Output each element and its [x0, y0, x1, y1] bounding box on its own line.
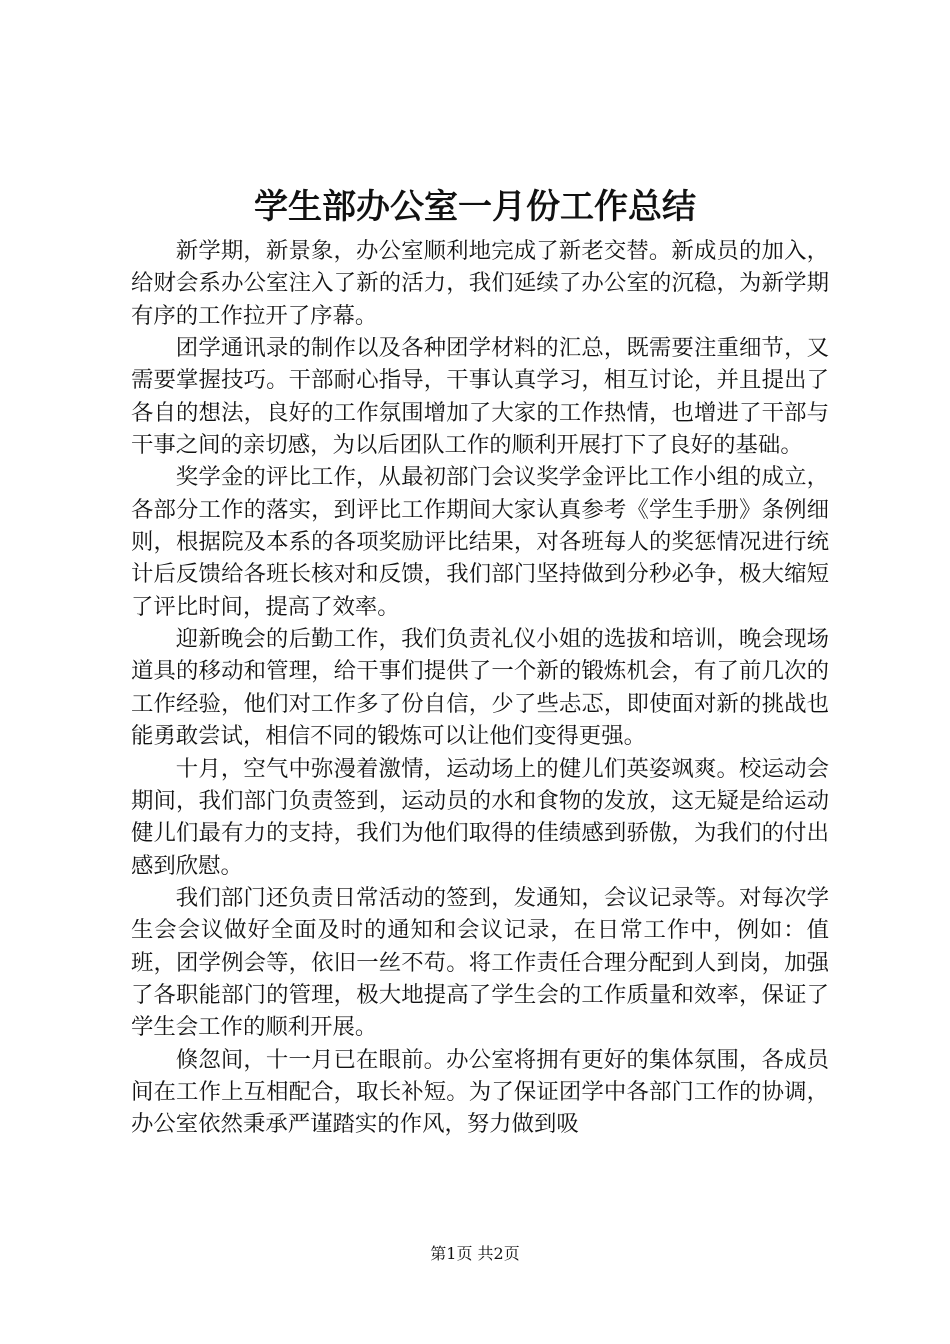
document-body: [131, 235, 829, 1141]
paragraph: 十月，空气中弥漫着激情，运动场上的健儿们英姿飒爽。校运动会期间，我们部门负责签到，运动员的水和食物的发放，这无疑是给运动健儿们最有力的支持，我们为他们取得的佳绩感到骄傲，为我们的付出感到欣慰。: [131, 755, 829, 879]
paragraph: 我们部门还负责日常活动的签到，发通知，会议记录等。对每次学生会会议做好全面及时的通知和会议记录，在日常工作中，例如：值班，团学例会等，依旧一丝不苟。将工作责任合理分配到人到岗，加强了各职能部门的管理，极大地提高了学生会的工作质量和效率，保证了学生会工作的顺利开展。: [131, 884, 829, 1041]
paragraph: 迎新晚会的后勤工作，我们负责礼仪小姐的选拔和培训，晚会现场道具的移动和管理，给干事们提供了一个新的锻炼机会，有了前几次的工作经验，他们对工作多了份自信，少了些忐忑，即使面对新的挑战也能勇敢尝试，相信不同的锻炼可以让他们变得更强。: [131, 626, 829, 750]
document-title: 学生部办公室一月份工作总结: [254, 187, 696, 227]
paragraph: 倏忽间，十一月已在眼前。办公室将拥有更好的集体氛围，各成员间在工作上互相配合，取长补短。为了保证团学中各部门工作的协调，办公室依然秉承严谨踏实的作风，努力做到吸: [131, 1046, 829, 1138]
paragraph: 奖学金的评比工作，从最初部门会议奖学金评比工作小组的成立，各部分工作的落实，到评比工作期间大家认真参考《学生手册》条例细则，根据院及本系的各项奖励评比结果，对各班每人的奖惩情况进行统计后反馈给各班长核对和反馈，我们部门坚持做到分秒必争，极大缩短了评比时间，提高了效率。: [131, 464, 829, 620]
paragraph: 团学通讯录的制作以及各种团学材料的汇总，既需要注重细节，又需要掌握技巧。干部耐心指导，干事认真学习，相互讨论，并且提出了各自的想法，良好的工作氛围增加了大家的工作热情，也增进了干部与干事之间的亲切感，为以后团队工作的顺利开展打下了良好的基础。: [131, 335, 829, 459]
page-footer: 第1页 共2页: [430, 1244, 520, 1263]
paragraph: 新学期，新景象，办公室顺利地完成了新老交替。新成员的加入，给财会系办公室注入了新的活力，我们延续了办公室的沉稳，为新学期有序的工作拉开了序幕。: [131, 238, 829, 329]
